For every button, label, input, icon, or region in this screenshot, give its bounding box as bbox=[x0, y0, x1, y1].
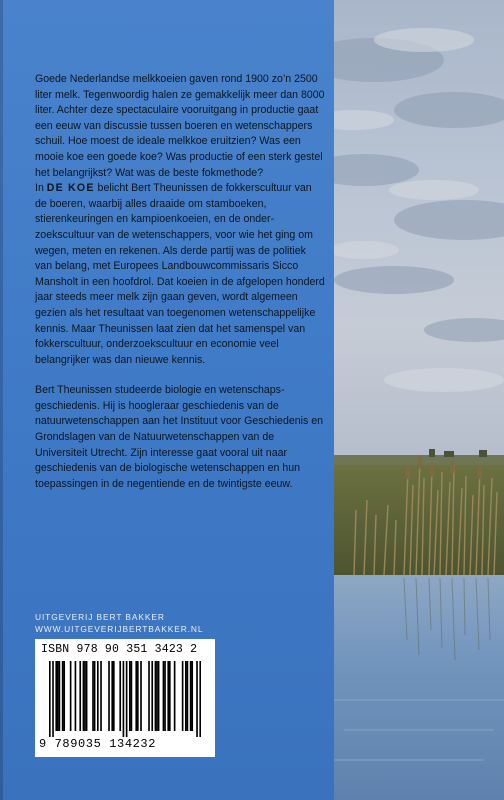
barcode-bar bbox=[97, 661, 99, 731]
spine-edge bbox=[0, 0, 3, 800]
barcode-bar bbox=[129, 661, 131, 731]
barcode-bar bbox=[113, 661, 115, 731]
barcode-bar bbox=[167, 661, 169, 731]
blurb-paragraph-main bbox=[35, 181, 325, 368]
barcode-bar bbox=[158, 661, 160, 731]
barcode-bar bbox=[151, 661, 153, 731]
barcode-bar bbox=[187, 661, 189, 731]
barcode-bar bbox=[75, 661, 77, 731]
barcode-bar bbox=[131, 661, 133, 731]
barcode-bar bbox=[100, 661, 102, 731]
blurb-prefix: In bbox=[35, 182, 47, 195]
barcode-bar bbox=[185, 661, 187, 731]
publisher-name: UITGEVERIJ BERT BAKKER bbox=[35, 612, 165, 622]
barcode-bar bbox=[135, 661, 137, 731]
blurb-paragraph-intro: Goede Nederlandse melkkoeien gaven rond 1900 zo’n 2500 liter melk. Tegenwoordig halen ze gemakkelijk meer dan 8000 liter. Achter deze spectaculaire vooruitgang in productie gaat een eeuw van discussie tussen boeren en wetenschappers schuil. Hoe moest de ideale melkkoe eruitzien? Was een mooie koe een goede koe? Was productie of een sterk gestel het belangrijkst? Wat was de beste fokmethode? bbox=[35, 73, 325, 179]
barcode-bar bbox=[164, 661, 166, 731]
barcode-bar bbox=[119, 661, 121, 731]
barcode-bar bbox=[52, 661, 54, 737]
barcode-bar bbox=[126, 661, 128, 737]
blurb-text-block bbox=[35, 72, 325, 492]
barcode-bar bbox=[196, 661, 198, 737]
barcode-bar bbox=[59, 661, 61, 731]
barcode-bar bbox=[148, 661, 150, 731]
barcode-bar bbox=[92, 661, 94, 731]
barcode-bar bbox=[137, 661, 139, 731]
barcode-bar bbox=[94, 661, 96, 731]
barcode-bar bbox=[155, 661, 157, 731]
barcode-bar bbox=[174, 661, 176, 731]
barcode-bar bbox=[57, 661, 59, 731]
blurb-main-text: belicht Bert Theunissen de fokkerscultuur van de boeren, waarbij alles draaide om stamboeken, stierenkeuringen en kampioenkoeien, en de onderzoekscultuur van de wetenschappers, voor wie het ging om wegen, meten en rekenen. Als derde partij was de politiek van belang, met Europees Landbouwcommissaris Sicco Mansholt in een hoofdrol. Dat koeien in de afgelopen honderd jaar steeds meer melk zijn gaan geven, wordt algemeen gezien als het resultaat van toegenomen wetenschappelijke kennis. Maar Theunissen laat zien dat het samenspel van fokkerscultuur, onderzoekscultuur en economie veel belangrijker was dan nieuwe kennis. bbox=[35, 182, 325, 366]
barcode-bar bbox=[123, 661, 125, 737]
landscape-photo bbox=[334, 0, 504, 800]
author-bio: Bert Theunissen studeerde biologie en wetenschapsgeschiedenis. Hij is hoogleraar geschiedenis van de natuurwetenschappen aan het Instituut voor Geschiedenis en Grondslagen van de Natuurwetenschappen van de Universiteit Utrecht. Zijn interesse gaat vooral uit naar geschiedenis van de biologische wetenschappen en hun toepassingen in de negentiende en de twintigste eeuw. bbox=[35, 384, 323, 490]
barcode-bar bbox=[83, 661, 85, 731]
barcode-bar bbox=[86, 661, 88, 731]
publisher-block bbox=[35, 611, 203, 635]
barcode-bar bbox=[182, 661, 184, 731]
publisher-website: WWW.UITGEVERIJBERTBAKKER.NL bbox=[35, 624, 204, 634]
ean-digits: 9 789035 134232 bbox=[39, 737, 157, 751]
barcode-bar bbox=[70, 661, 72, 731]
barcode-bar bbox=[169, 661, 171, 731]
barcode-bar bbox=[111, 661, 113, 731]
barcode-panel bbox=[35, 639, 215, 757]
barcode-bar bbox=[63, 661, 65, 731]
barcode-bar bbox=[84, 661, 86, 731]
barcode-bar bbox=[191, 661, 193, 731]
barcode-bar bbox=[49, 661, 51, 737]
landscape-photo-image bbox=[334, 0, 504, 800]
isbn-label: ISBN 978 90 351 3423 2 bbox=[41, 643, 198, 656]
barcode-bar bbox=[62, 661, 64, 731]
barcode-bar bbox=[79, 661, 81, 731]
barcode-bar bbox=[156, 661, 158, 731]
barcode-bar bbox=[55, 661, 57, 731]
barcode-bar bbox=[108, 661, 110, 731]
book-title-inline: DE KOE bbox=[46, 182, 95, 195]
barcode-bar bbox=[140, 661, 142, 731]
barcode-bar bbox=[163, 661, 165, 731]
barcode-bar bbox=[190, 661, 192, 731]
barcode-bar bbox=[199, 661, 201, 737]
barcode-bars bbox=[49, 661, 201, 737]
